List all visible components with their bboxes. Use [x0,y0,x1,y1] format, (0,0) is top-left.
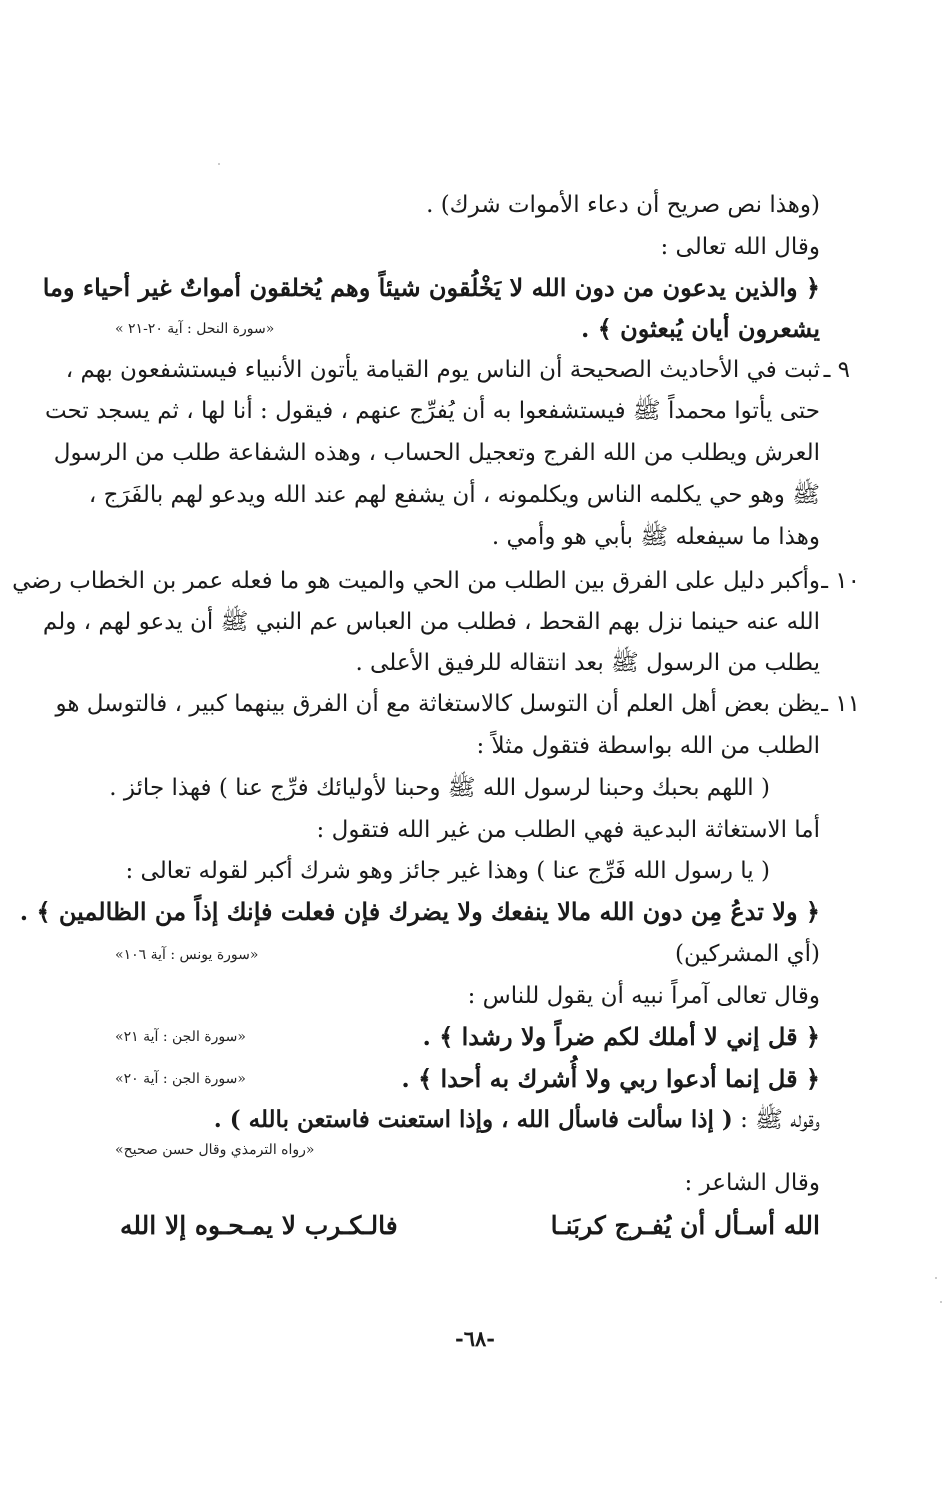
item-10-line-3: يطلب من الرسول ﷺ بعد انتقاله للرفيق الأعلى . [355,650,820,676]
scan-speck [940,1301,942,1303]
text-line-2: وقال الله تعالى : [660,234,820,260]
hadith-intro: وقوله ﷺ : [740,1107,820,1133]
source-yunus: «سورة يونس : آية ١٠٦» [115,947,259,963]
text-line-command: وقال تعالى آمراً نبيه أن يقول للناس : [467,983,820,1009]
item-9-line-1: ثبت في الأحاديث الصحيحة أن الناس يوم القيامة يأتون الأنبياء فيستشفعون بهم ، [65,357,820,383]
hadith-text: ( إذا سألت فاسأل الله ، وإذا استعنت فاستعن بالله ) . [213,1106,733,1133]
quran-verse-jinn-20: ﴿ قل إنما أدعوا ربي ولا أُشرك به أحدا ﴾ . [401,1064,820,1093]
source-tirmidhi: «رواه الترمذي وقال حسن صحيح» [115,1142,315,1158]
item-11-example-allowed: ( اللهم بحبك وحبنا لرسول الله ﷺ وحبنا لأوليائك فرِّج عنا ) فهذا جائز . [109,775,770,801]
item-11-line-4: أما الاستغاثة البدعية فهي الطلب من غير الله فتقول : [316,817,820,843]
item-9-line-3: العرش ويطلب من الله الفرج وتعجيل الحساب ، وهذه الشفاعة طلب من الرسول [53,440,820,466]
text-mushrikin: (أي المشركين) [675,941,820,967]
source-jinn-21: «سورة الجن : آية ٢١» [115,1029,246,1045]
scan-speck [935,1277,937,1279]
item-10-line-2: الله عنه حينما نزل بهم القحط ، فطلب من العباس عم النبي ﷺ أن يدعو لهم ، ولم [42,609,820,635]
item-number-10: ١٠ ـ [821,568,860,594]
item-number-11: ١١ ـ [821,691,860,717]
text-line-1: (وهذا نص صريح أن دعاء الأموات شرك) . [426,192,820,218]
quran-verse-jinn-21: ﴿ قل إني لا أملك لكم ضراً ولا رشدا ﴾ . [422,1022,820,1051]
quran-verse-nahl-line-2: يشعرون أيان يُبعثون ﴾ . [580,314,820,343]
scan-speck [218,163,220,165]
item-number-9: ٩ ـ [823,357,850,383]
item-10-line-1: وأكبر دليل على الفرق بين الطلب من الحي والميت هو ما فعله عمر بن الخطاب رضي [12,568,820,594]
source-jinn-20: «سورة الجن : آية ٢٠» [115,1071,246,1087]
item-9-line-2: حتى يأتوا محمداً ﷺ فيستشفعوا به أن يُفرِّج عنهم ، فيقول : أنا لها ، ثم يسجد تحت [44,398,820,424]
item-9-line-5: وهذا ما سيفعله ﷺ بأبي هو وأمي . [491,524,820,550]
source-nahl: «سورة النحل : آية ٢٠-٢١ » [115,321,275,337]
quran-verse-yunus: ﴿ ولا تدعُ مِن دون الله مالا ينفعك ولا يضرك فإن فعلت فإنك إذاً من الظالمين ﴾ . [19,897,820,926]
hadith-line [214,1101,820,1139]
poet-intro: وقال الشاعر : [684,1170,820,1196]
item-11-line-2: الطلب من الله بواسطة فتقول مثلاً : [476,733,820,759]
poem-hemistich-2: فالـكـرب لا يمـحـوه إلا الله [120,1211,398,1240]
item-11-line-1: يظن بعض أهل العلم أن التوسل كالاستغاثة مع أن الفرق بينهما كبير ، فالتوسل هو [55,691,820,717]
quran-verse-nahl-line-1: ﴿ والذين يدعون من دون الله لا يَخْلُقون شيئاً وهم يُخلقون أمواتٌ غير أحياء وما [42,273,820,302]
item-9-line-4: ﷺ وهو حي يكلمه الناس ويكلمونه ، أن يشفع لهم عند الله ويدعو لهم بالفَرَج ، [88,482,820,508]
item-11-example-forbidden: ( يا رسول الله فَرِّج عنا ) وهذا غير جائز وهو شرك أكبر لقوله تعالى : [125,858,770,884]
poem-hemistich-1: الله أسـأل أن يُفـرج كربَنـا [550,1211,820,1240]
page-number: -٦٨- [455,1326,495,1351]
